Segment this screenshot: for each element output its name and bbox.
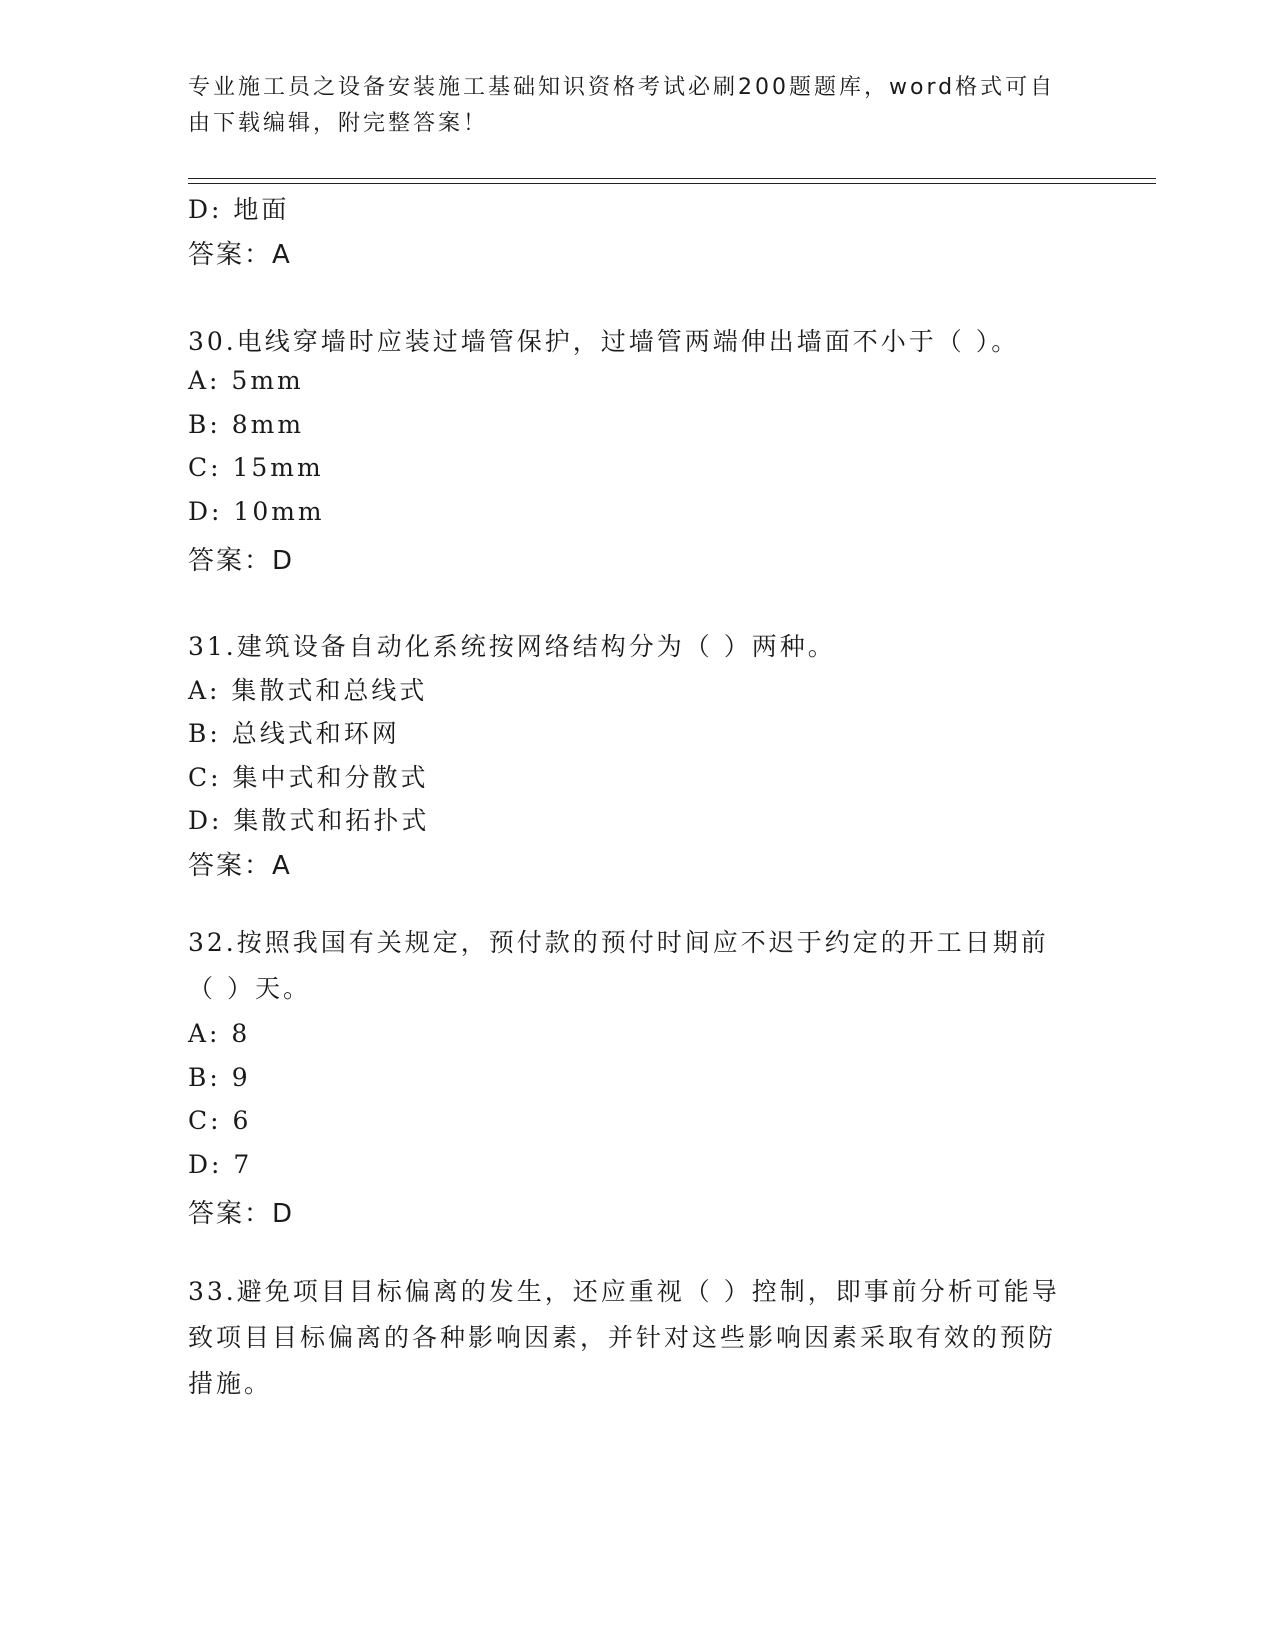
- q32-option-d: D: 7: [188, 1150, 253, 1179]
- header-divider-bottom: [188, 183, 1156, 184]
- q32-answer: 答案：D: [188, 1199, 295, 1229]
- q32-option-c: C: 6: [188, 1106, 252, 1135]
- q31-option-b: B: 总线式和环网: [188, 719, 400, 748]
- q30-option-b: B: 8mm: [188, 410, 305, 439]
- q30-option-c: C: 15mm: [188, 453, 324, 482]
- q33-stem: 33.避免项目目标偏离的发生，还应重视（ ）控制，即事前分析可能导致项目目标偏离的各种影响因素，并针对这些影响因素采取有效的预防措施。: [188, 1277, 1060, 1398]
- document-header: 专业施工员之设备安装施工基础知识资格考试必刷200题题库，word格式可自由下载编辑，附完整答案！: [188, 75, 1056, 136]
- q30-option-d: D: 10mm: [188, 497, 325, 526]
- q32-option-b: B: 9: [188, 1063, 251, 1092]
- q31-option-d: D: 集散式和拓扑式: [188, 806, 430, 835]
- q31-stem: 31.建筑设备自动化系统按网络结构分为（ ）两种。: [188, 632, 836, 661]
- prev-option-d: D: 地面: [188, 195, 290, 224]
- header-divider-top: [188, 178, 1156, 179]
- q31-option-c: C: 集中式和分散式: [188, 763, 429, 792]
- q32-stem: 32.按照我国有关规定，预付款的预付时间应不迟于约定的开工日期前（ ）天。: [188, 928, 1049, 1003]
- q30-stem: 30.电线穿墙时应装过墙管保护，过墙管两端伸出墙面不小于（ ）。: [188, 327, 1020, 356]
- q30-option-a: A: 5mm: [188, 366, 304, 395]
- q30-answer: 答案：D: [188, 546, 295, 576]
- q32-option-a: A: 8: [188, 1019, 251, 1048]
- q31-answer: 答案：A: [188, 851, 292, 881]
- prev-answer: 答案：A: [188, 240, 292, 270]
- q31-option-a: A: 集散式和总线式: [188, 676, 428, 705]
